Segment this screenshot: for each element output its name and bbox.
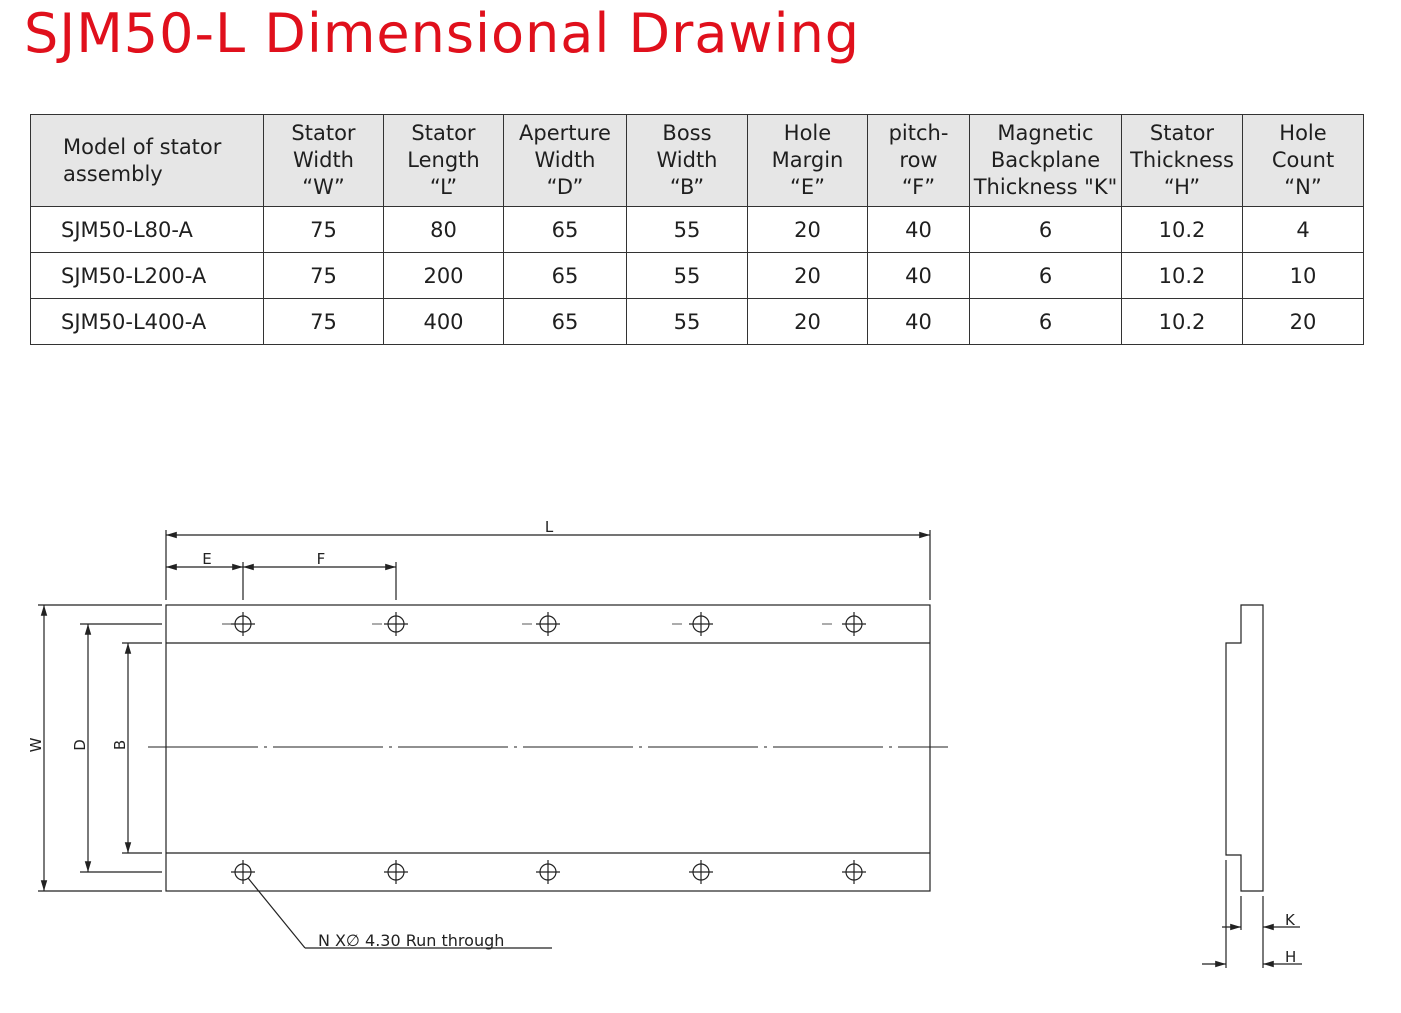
cell: 65 — [504, 299, 627, 345]
mounting-hole — [842, 612, 866, 636]
label-D: D — [71, 739, 89, 751]
cell: 6 — [970, 207, 1122, 253]
header-model: Model of stator assembly — [31, 115, 264, 207]
mounting-hole — [231, 860, 255, 884]
cell: 6 — [970, 253, 1122, 299]
cell: 40 — [868, 253, 970, 299]
mounting-hole — [842, 860, 866, 884]
hole-note: N X∅ 4.30 Run through — [318, 931, 505, 950]
header-stator-width: Stator Width “W” — [264, 115, 384, 207]
mounting-hole — [231, 612, 255, 636]
cell: 65 — [504, 253, 627, 299]
cell: 20 — [1243, 299, 1364, 345]
cell: 20 — [748, 207, 868, 253]
cell: 10 — [1243, 253, 1364, 299]
cell: 20 — [748, 253, 868, 299]
cell: 75 — [264, 253, 384, 299]
cell: 400 — [384, 299, 504, 345]
label-W: W — [27, 737, 45, 753]
cell: 4 — [1243, 207, 1364, 253]
label-E: E — [202, 550, 212, 568]
page-title: SJM50-L Dimensional Drawing — [24, 2, 861, 65]
mounting-hole — [536, 612, 560, 636]
cell: 40 — [868, 207, 970, 253]
cell: 80 — [384, 207, 504, 253]
cell: 75 — [264, 207, 384, 253]
cell: 6 — [970, 299, 1122, 345]
cell: 10.2 — [1122, 207, 1243, 253]
hole-leader — [248, 878, 305, 948]
cell: 200 — [384, 253, 504, 299]
label-K: K — [1285, 911, 1295, 929]
header-backplane-thickness: Magnetic Backplane Thickness "K" — [970, 115, 1122, 207]
cell: 55 — [627, 299, 748, 345]
cell: 55 — [627, 253, 748, 299]
header-boss-width: Boss Width “B” — [627, 115, 748, 207]
header-stator-length: Stator Length “L” — [384, 115, 504, 207]
label-L: L — [544, 518, 554, 536]
cell: 75 — [264, 299, 384, 345]
mounting-hole — [536, 860, 560, 884]
mounting-hole — [689, 860, 713, 884]
cell-model: SJM50-L400-A — [31, 299, 264, 345]
header-hole-margin: Hole Margin “E” — [748, 115, 868, 207]
cell: 65 — [504, 207, 627, 253]
header-stator-thickness: Stator Thickness “H” — [1122, 115, 1243, 207]
cell: 10.2 — [1122, 253, 1243, 299]
cell: 10.2 — [1122, 299, 1243, 345]
cell: 20 — [748, 299, 868, 345]
cell-model: SJM50-L200-A — [31, 253, 264, 299]
stator-outline — [166, 605, 930, 891]
header-aperture-width: Aperture Width “D” — [504, 115, 627, 207]
header-pitch-row: pitch- row “F” — [868, 115, 970, 207]
cell: 40 — [868, 299, 970, 345]
label-H: H — [1285, 948, 1297, 966]
cell-model: SJM50-L80-A — [31, 207, 264, 253]
mounting-hole — [689, 612, 713, 636]
mounting-hole — [384, 612, 408, 636]
cell: 55 — [627, 207, 748, 253]
label-B: B — [111, 739, 129, 751]
label-F: F — [316, 550, 326, 568]
mounting-hole — [384, 860, 408, 884]
side-view-profile — [1226, 605, 1263, 891]
header-hole-count: Hole Count “N” — [1243, 115, 1364, 207]
